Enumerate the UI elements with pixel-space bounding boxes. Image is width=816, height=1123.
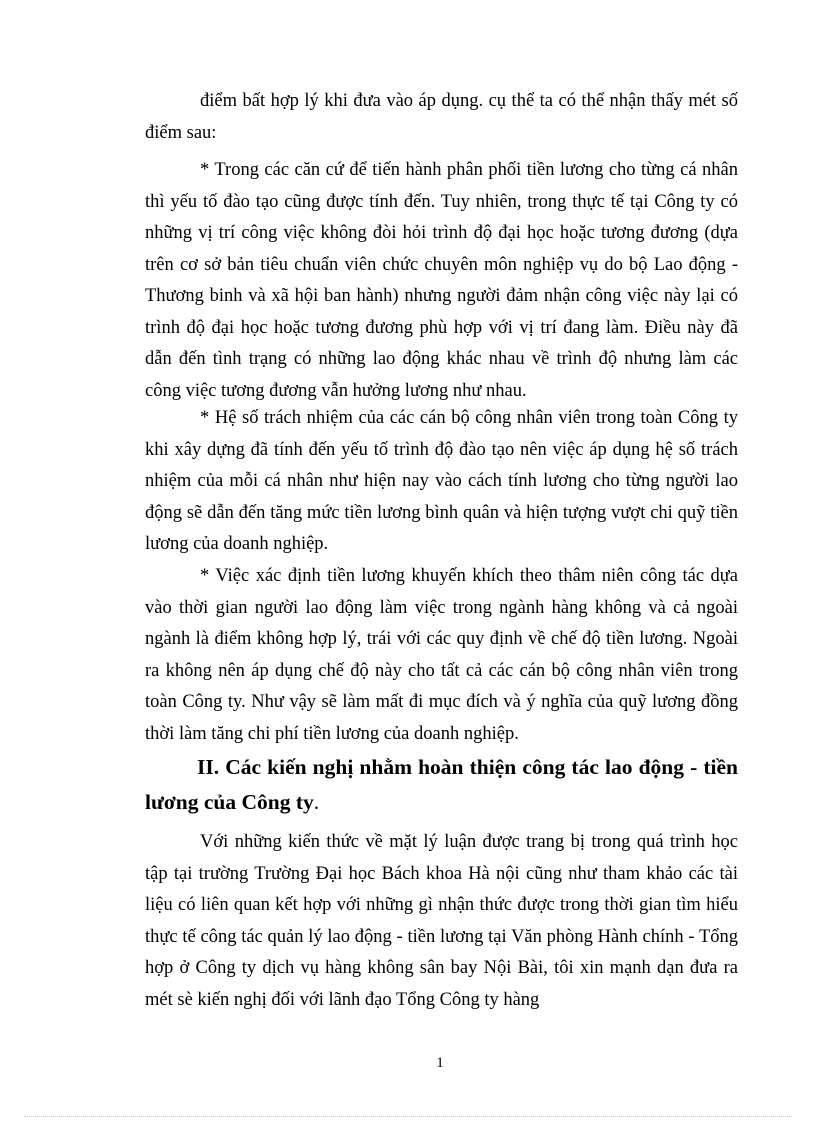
section-heading-text: II. Các kiến nghị nhằm hoàn thiện công tác lao động - tiền lương của Công ty <box>145 755 738 814</box>
page-number: 1 <box>436 1055 444 1071</box>
section-heading <box>145 750 738 820</box>
section-heading-end: . <box>313 790 320 814</box>
paragraph-intro: điểm bất hợp lý khi đưa vào áp dụng. cụ thể ta có thể nhận thấy mét số điểm sau: <box>145 91 738 143</box>
page-bottom-divider <box>24 1116 792 1117</box>
paragraph-training-factor: * Trong các căn cứ để tiến hành phân phối tiền lương cho từng cá nhân thì yếu tố đào tạo cũng được tính đến. Tuy nhiên, trong thực tế tại Công ty có những vị trí công việc không đòi hỏi trình độ đại học hoặc tương đương (dựa trên cơ sở bản tiêu chuẩn viên chức chuyên môn nghiệp vụ do bộ Lao động - Thương binh và xã hội ban hành) nhưng người đảm nhận công việc này lại có trình độ đại học hoặc tương đương phù hợp với vị trí đang làm. Điều này đã dẫn đến tình trạng có những lao động khác nhau về trình độ nhưng làm các công việc tương đương vẫn hưởng lương như nhau. <box>145 160 738 401</box>
paragraph-responsibility-coefficient: * Hệ số trách nhiệm của các cán bộ công nhân viên trong toàn Công ty khi xây dựng đã tính đến yếu tố trình độ đào tạo nên việc áp dụng hệ số trách nhiệm của mỗi cá nhân như hiện nay vào cách tính lương cho từng người lao động sẽ dẫn đến tăng mức tiền lương bình quân và hiện tượng vượt chi quỹ tiền lương của doanh nghiệp. <box>145 408 738 554</box>
paragraph-recommendations-intro: Với những kiến thức về mặt lý luận được trang bị trong quá trình học tập tại trường Trường Đại học Bách khoa Hà nội cũng như tham khảo các tài liệu có liên quan kết hợp với những gì nhận thức được trong thời gian tìm hiểu thực tế công tác quản lý lao động - tiền lương tại Văn phòng Hành chính - Tổng hợp ở Công ty dịch vụ hàng không sân bay Nội Bài, tôi xin mạnh dạn đưa ra mét sè kiến nghị đối với lãnh đạo Tổng Công ty hàng <box>145 832 738 1010</box>
paragraph-seniority-bonus: * Việc xác định tiền lương khuyến khích theo thâm niên công tác dựa vào thời gian người lao động làm việc trong ngành hàng không và cả ngoài ngành là điểm không hợp lý, trái với các quy định về chế độ tiền lương. Ngoài ra không nên áp dụng chế độ này cho tất cả các cán bộ công nhân viên trong toàn Công ty. Như vậy sẽ làm mất đi mục đích và ý nghĩa của quỹ lương đồng thời làm tăng chi phí tiền lương của doanh nghiệp. <box>145 566 738 744</box>
